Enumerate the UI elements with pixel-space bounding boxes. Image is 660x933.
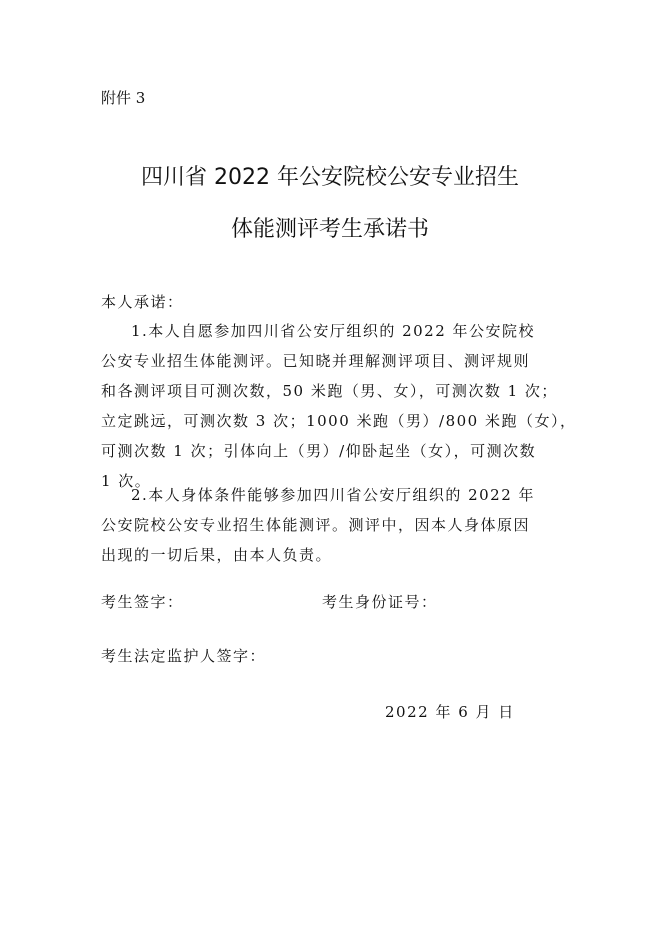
- guardian-signature-label: 考生法定监护人签字：: [101, 647, 267, 665]
- paragraph-line: 公安专业招生体能测评。已知晓并理解测评项目、测评规则: [101, 352, 531, 370]
- document-title-line-2: 体能测评考生承诺书: [230, 217, 429, 242]
- paragraph-line: 和各测评项目可测次数，50 米跑（男、女），可测次数 1 次；: [101, 382, 558, 400]
- paragraph-line: 1 次。: [101, 472, 152, 490]
- paragraph-line: 出现的一切后果，由本人负责。: [101, 546, 333, 564]
- paragraph-line: 2.本人身体条件能够参加四川省公安厅组织的 2022 年: [131, 486, 536, 504]
- pledge-lead: 本人承诺：: [101, 293, 184, 311]
- paragraph-line: 公安院校公安专业招生体能测评。测评中，因本人身体原因: [101, 516, 531, 534]
- paragraph-line: 立定跳远，可测次数 3 次；1000 米跑（男）/800 米跑（女），: [101, 412, 577, 430]
- student-id-number-label: 考生身份证号：: [322, 593, 438, 611]
- student-signature-label: 考生签字：: [101, 593, 184, 611]
- pledge-paragraph-1: [101, 316, 577, 496]
- paragraph-line: 1.本人自愿参加四川省公安厅组织的 2022 年公安院校: [131, 322, 536, 340]
- document-title-line-1: 四川省 2022 年公安院校公安专业招生: [141, 165, 519, 190]
- paragraph-line: 可测次数 1 次；引体向上（男）/仰卧起坐（女），可测次数: [101, 442, 537, 460]
- attachment-label: 附件 3: [101, 89, 146, 107]
- date-line: 2022 年 6 月 日: [385, 703, 515, 721]
- pledge-paragraph-2: [101, 480, 571, 570]
